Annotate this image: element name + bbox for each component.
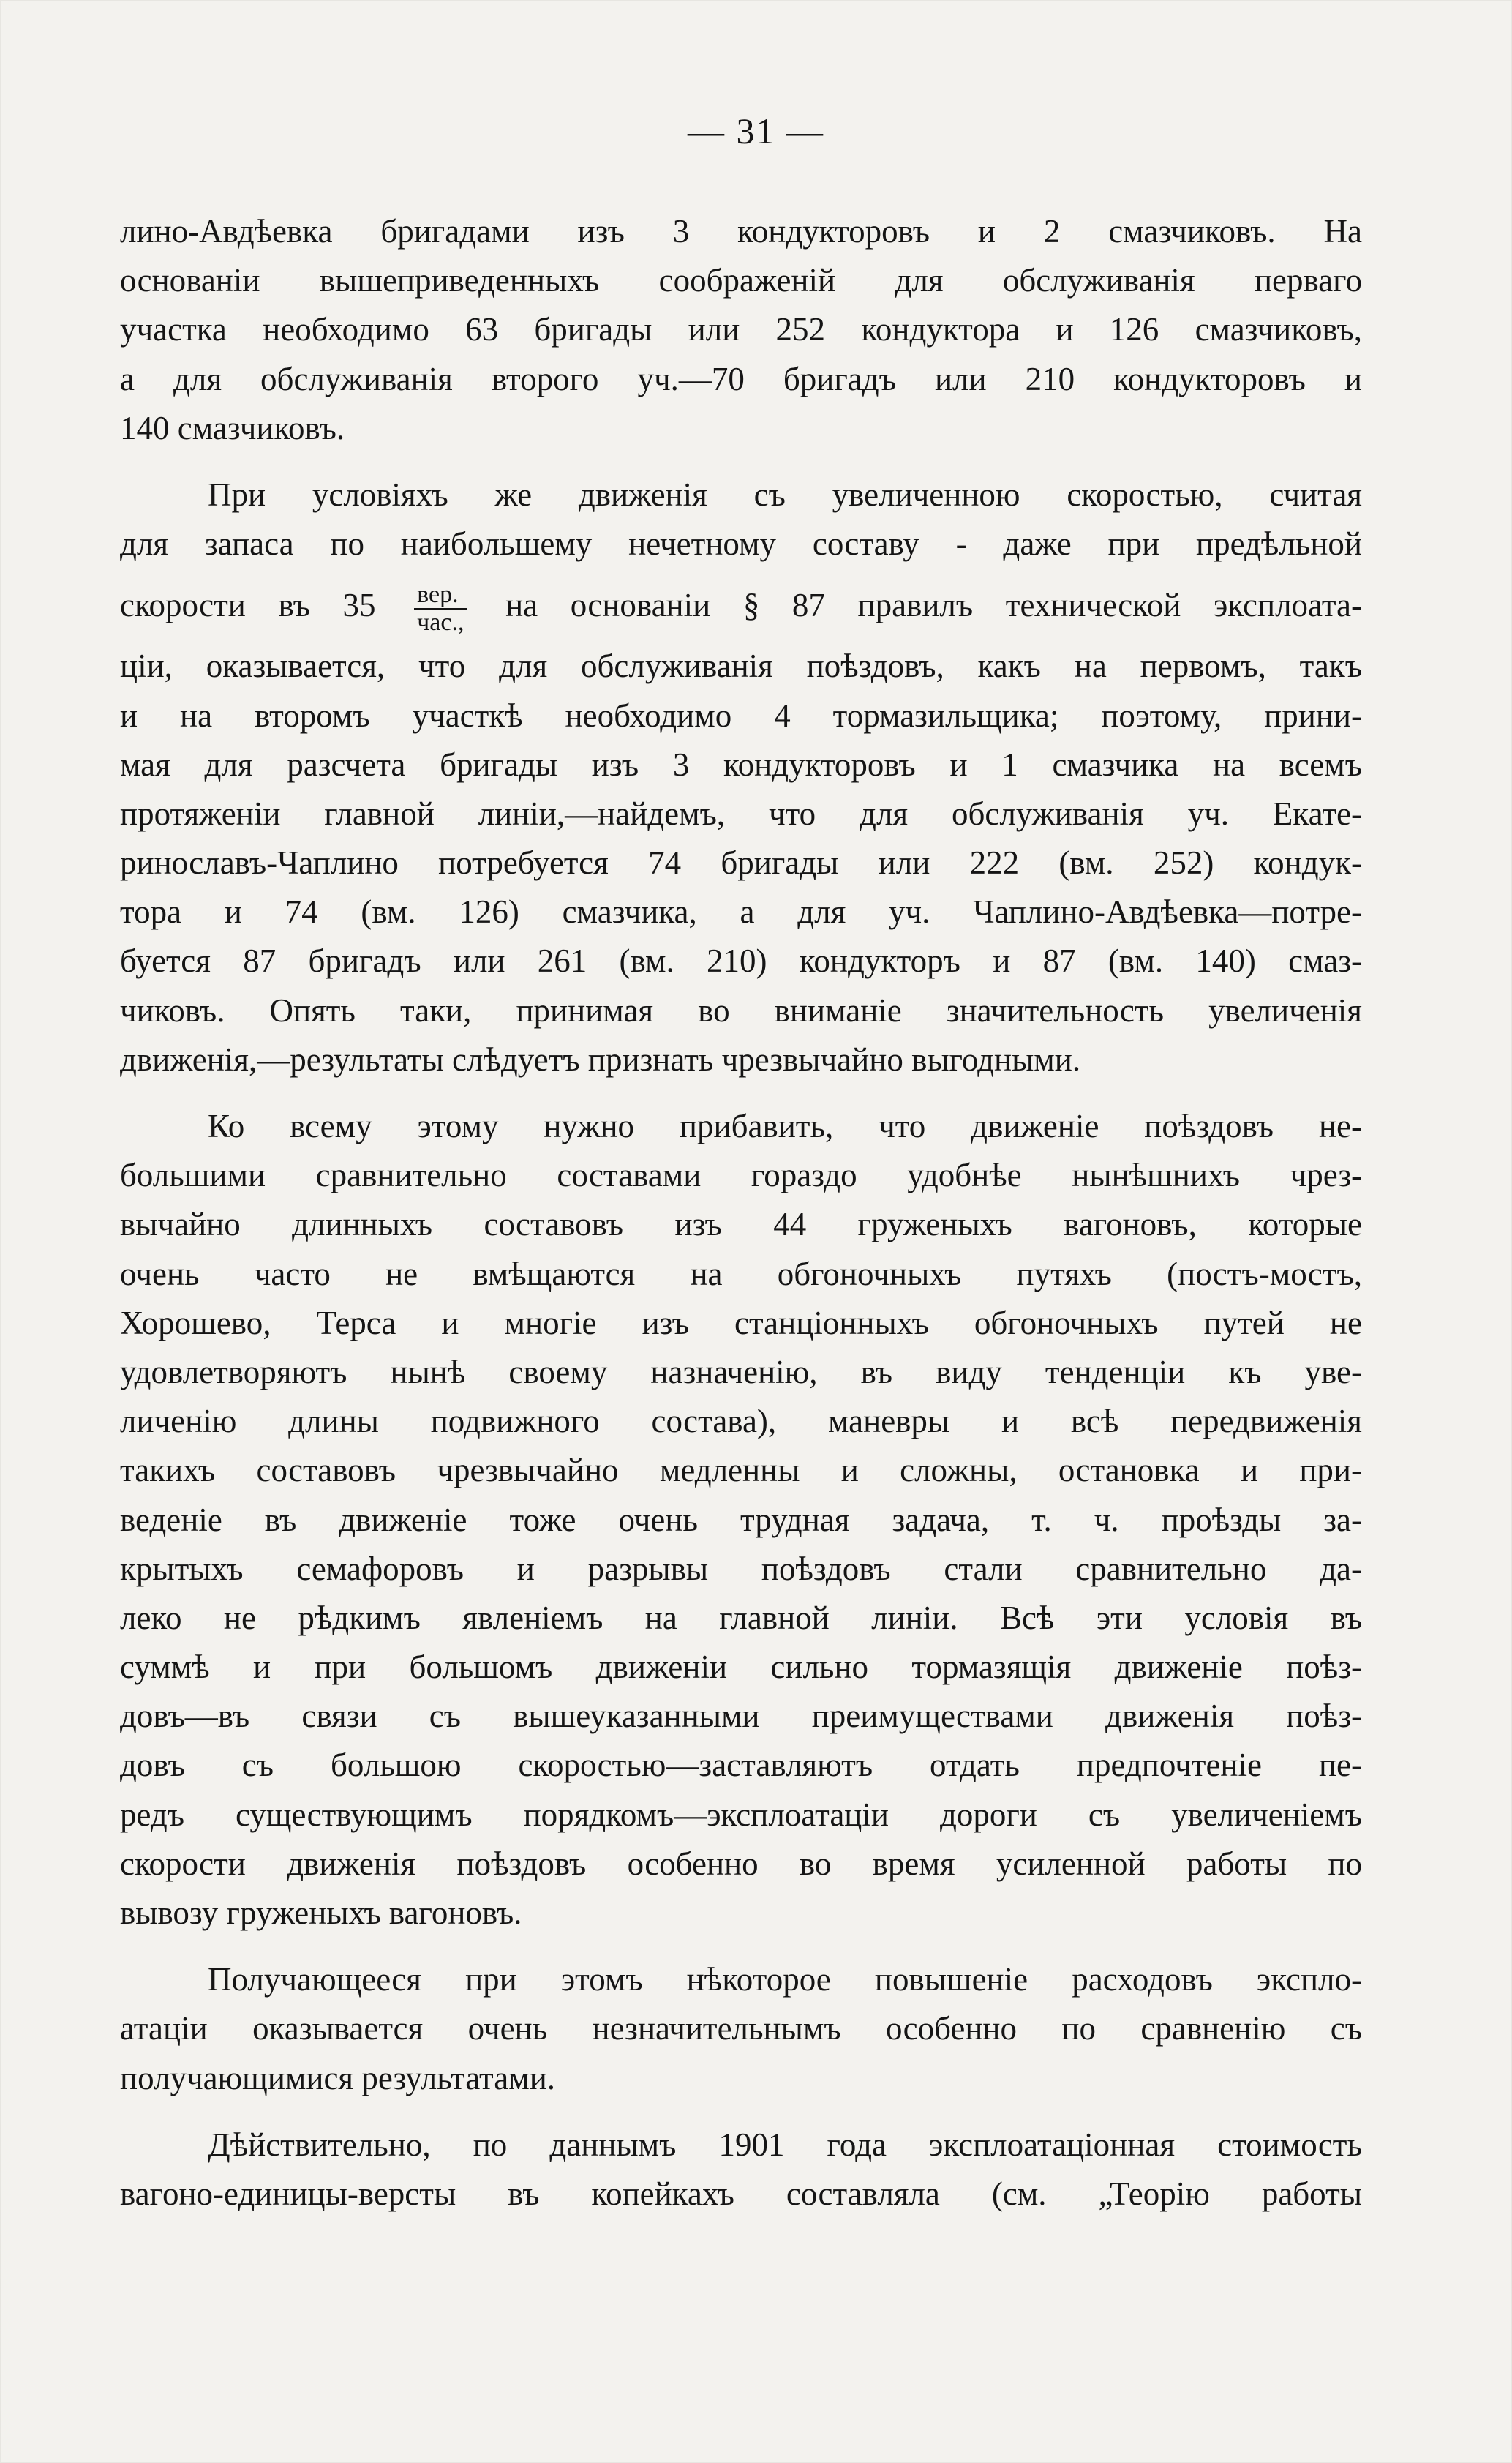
paragraph-gap bbox=[120, 453, 1362, 471]
text-line: получающимися результатами. bbox=[120, 2059, 556, 2096]
text-segment: на основанiи § 87 правилъ технической эксплоата- bbox=[505, 587, 1363, 624]
text-line: основанiи вышеприведенныхъ соображенiй для обслуживанiя перваго bbox=[120, 262, 1362, 299]
text-line: довъ—въ связи съ вышеуказанными преимуществами движенiя поѣз- bbox=[120, 1698, 1362, 1735]
paragraph bbox=[120, 2121, 1362, 2219]
text-line: довъ съ большою скоростью—заставляютъ отдать предпочтенiе пе- bbox=[120, 1747, 1362, 1784]
text-line: цiи, оказывается, что для обслуживанiя поѣздовъ, какъ на первомъ, такъ bbox=[120, 648, 1362, 685]
fraction-numerator: вер. bbox=[414, 582, 467, 610]
unit-fraction bbox=[414, 582, 467, 636]
text-line: Ко всему этому нужно прибавить, что движенiе поѣздовъ не- bbox=[208, 1108, 1362, 1144]
text-line: вагоно-единицы-версты въ копейкахъ составляла (см. „Теорiю работы bbox=[120, 2175, 1362, 2212]
text-line: вывозу груженыхъ вагоновъ. bbox=[120, 1894, 522, 1931]
paragraph bbox=[120, 471, 1362, 1084]
text-line: такихъ составовъ чрезвычайно медленны и сложны, остановка и при- bbox=[120, 1452, 1362, 1489]
paragraph-gap bbox=[120, 1938, 1362, 1955]
text-line: а для обслуживанiя второго уч.—70 бригадъ или 210 кондукторовъ и bbox=[120, 360, 1362, 397]
text-line: для запаса по наибольшему нечетному составу - даже при предѣльной bbox=[120, 525, 1362, 563]
text-line: крытыхъ семафоровъ и разрывы поѣздовъ стали сравнительно да- bbox=[120, 1550, 1362, 1587]
text-line: атацiи оказывается очень незначительнымъ особенно по сравненiю съ bbox=[120, 2010, 1362, 2047]
text-line: Дѣйствительно, по даннымъ 1901 года эксплоатацiонная стоимость bbox=[208, 2126, 1362, 2163]
text-line: леко не рѣдкимъ явленiемъ на главной линiи. Всѣ эти условiя въ bbox=[120, 1599, 1362, 1636]
text-segment: скорости въ 35 bbox=[120, 587, 376, 624]
text-line: личенiю длины подвижного состава), маневры и всѣ передвиженiя bbox=[120, 1403, 1362, 1440]
text-line: редъ существующимъ порядкомъ—эксплоатацiи дороги съ увеличенiемъ bbox=[120, 1796, 1362, 1833]
paragraph-gap bbox=[120, 2103, 1362, 2121]
paragraph bbox=[120, 1955, 1362, 2103]
text-line: веденiе въ движенiе тоже очень трудная задача, т. ч. проѣзды за- bbox=[120, 1501, 1362, 1538]
text-line: протяженiи главной линiи,—найдемъ, что для обслуживанiя уч. Екате- bbox=[120, 795, 1362, 832]
text-line: и на второмъ участкѣ необходимо 4 тормазильщика; поэтому, прини- bbox=[120, 697, 1362, 734]
text-line: участка необходимо 63 бригады или 252 кондуктора и 126 смазчиковъ, bbox=[120, 311, 1362, 348]
text-line: чиковъ. Опять таки, принимая во вниманiе значительность увеличенiя bbox=[120, 991, 1362, 1029]
text-line: лино-Авдѣевка бригадами изъ 3 кондукторовъ и 2 смазчиковъ. На bbox=[120, 213, 1362, 250]
text-line: При условiяхъ же движенiя съ увеличенною скоростью, считая bbox=[208, 476, 1362, 513]
text-line: ринославъ-Чаплино потребуется 74 бригады или 222 (вм. 252) кондук- bbox=[120, 844, 1362, 882]
text-line: большими сравнительно составами гораздо удобнѣе нынѣшнихъ чрез- bbox=[120, 1157, 1362, 1194]
text-line: 140 смазчиковъ. bbox=[120, 409, 345, 446]
text-line: мая для разсчета бригады изъ 3 кондукторовъ и 1 смазчика на всемъ bbox=[120, 746, 1362, 783]
page-number: — 31 — bbox=[688, 110, 824, 151]
fraction-denominator: час., bbox=[417, 608, 464, 636]
text-line: суммѣ и при большомъ движенiи сильно тормазящiя движенiе поѣз- bbox=[120, 1649, 1362, 1686]
text-line: вычайно длинныхъ составовъ изъ 44 груженыхъ вагоновъ, которые bbox=[120, 1206, 1362, 1243]
text-line: удовлетворяютъ нынѣ своему назначенiю, въ виду тенденцiи къ уве- bbox=[120, 1353, 1362, 1390]
body-text bbox=[120, 207, 1362, 2219]
paragraph-gap bbox=[120, 1084, 1362, 1102]
text-line: буется 87 бригадъ или 261 (вм. 210) кондукторъ и 87 (вм. 140) смаз- bbox=[120, 942, 1362, 980]
text-line-with-fraction bbox=[120, 569, 1362, 642]
text-line: Получающееся при этомъ нѣкоторое повышенiе расходовъ эксплo- bbox=[208, 1961, 1362, 1998]
text-line: тора и 74 (вм. 126) смазчика, а для уч. Чаплино-Авдѣевка—потре- bbox=[120, 893, 1362, 931]
text-line: Хорошево, Терса и многiе изъ станцiонныхъ обгоночныхъ путей не bbox=[120, 1304, 1362, 1341]
paragraph bbox=[120, 207, 1362, 453]
text-line: скорости движенiя поѣздовъ особенно во время усиленной работы по bbox=[120, 1845, 1362, 1882]
text-line: очень часто не вмѣщаются на обгоночныхъ путяхъ (постъ-мостъ, bbox=[120, 1255, 1362, 1292]
paragraph bbox=[120, 1102, 1362, 1938]
text-line: движенiя,—результаты слѣдуетъ признать чрезвычайно выгодными. bbox=[120, 1041, 1081, 1078]
